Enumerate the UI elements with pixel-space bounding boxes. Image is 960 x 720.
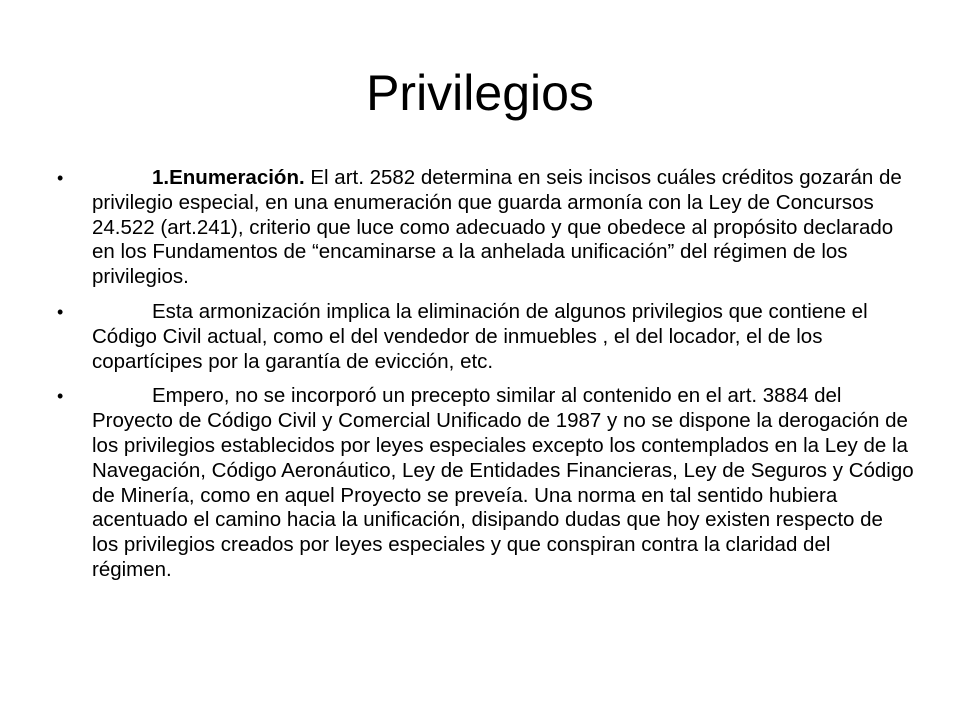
bullet-marker: •	[57, 386, 64, 407]
bullet-text: Empero, no se incorporó un precepto similar al contenido en el art. 3884 del Proyecto de Código Civil y Comercial Unificado de 1987 y no se dispone la derogación de los privilegios establecidos por leyes especiales excepto los contemplados en la Ley de la Navegación, Código Aeronáutico, Ley de Entidades Financieras, Ley de Seguros y Código de Minería, como en aquel Proyecto se preveía. Una norma en tal sentido hubiera acentuado el camino hacia la unificación, disipando dudas que hoy existen respecto de los privilegios creados por leyes especiales y que conspiran contra la claridad del régimen.	[92, 384, 914, 581]
bullet-text: Esta armonización implica la eliminación de algunos privilegios que contiene el Código Civil actual, como el del vendedor de inmuebles , el del locador, el de los copartícipes por la garantía de evicción, etc.	[92, 299, 868, 373]
bullet-lead: 1.Enumeración.	[152, 166, 305, 189]
bullet-item-2	[54, 300, 914, 374]
bullet-list	[54, 166, 914, 593]
bullet-text: El art. 2582 determina en seis incisos cuáles créditos gozarán de privilegio especial, en una enumeración que guarda armonía con la Ley de Concursos 24.522 (art.241), criterio que luce como adecuado y que obedece al propósito declarado en los Fundamentos de “encaminarse a la anhelada unificación” del régimen de los privilegios.	[92, 166, 902, 289]
bullet-marker: •	[57, 168, 64, 188]
bullet-marker: •	[57, 301, 64, 322]
slide-title: Privilegios	[366, 65, 594, 121]
bullet-item-1	[54, 166, 914, 290]
bullet-item-3	[54, 384, 914, 582]
